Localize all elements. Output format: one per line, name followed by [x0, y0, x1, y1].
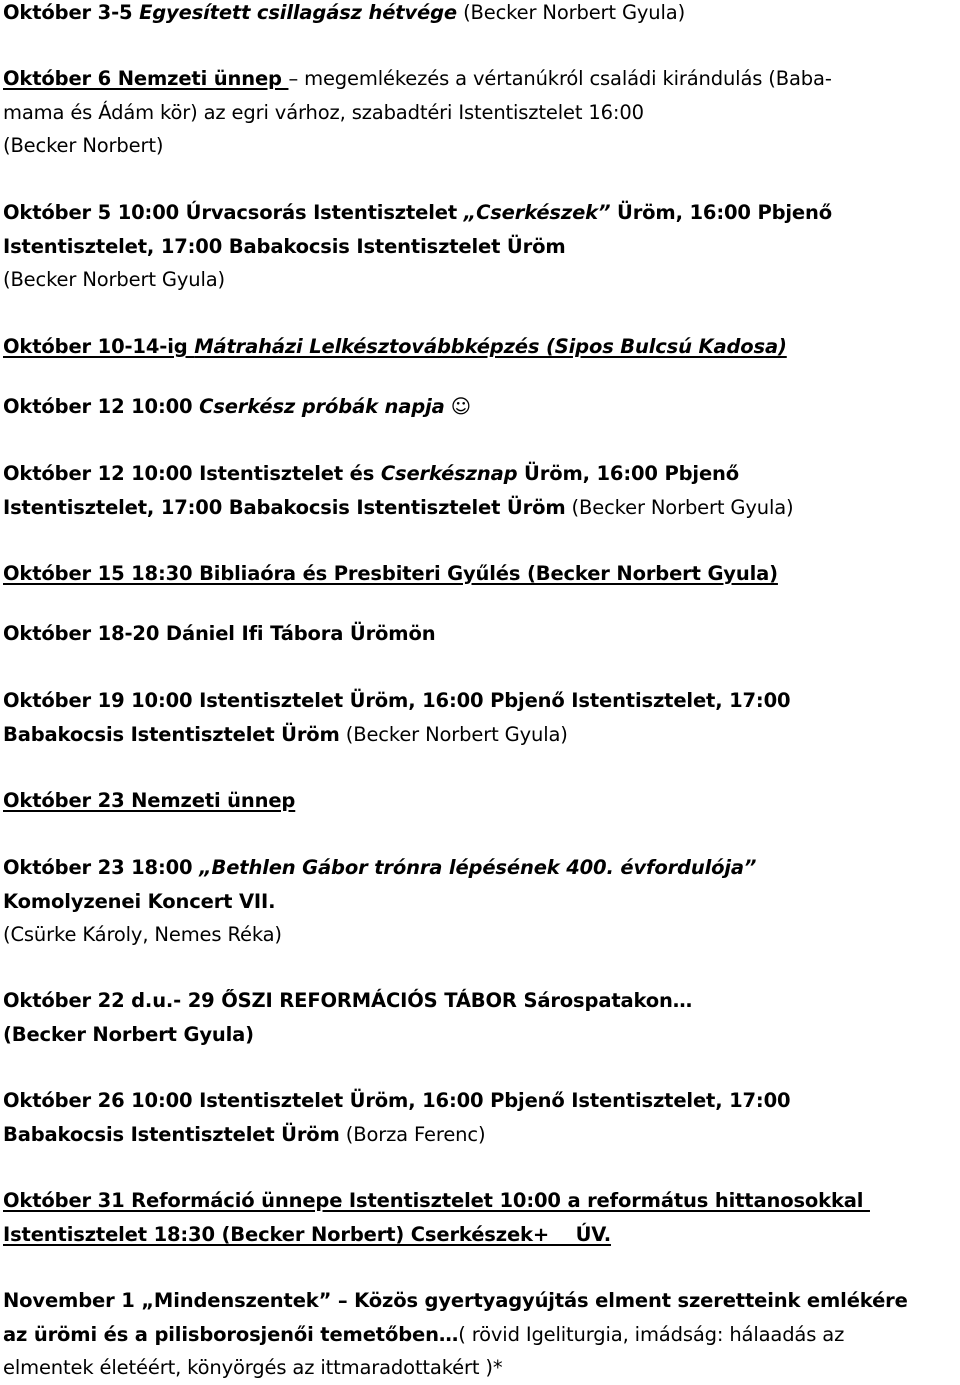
event-entry: [3, 684, 790, 751]
event-entry: [3, 390, 471, 424]
event-entry: [3, 196, 832, 297]
event-date: Október 23 18:00: [3, 856, 200, 879]
event-description: Babakocsis Istentisztelet Üröm: [3, 1122, 340, 1146]
event-description: Üröm, 16:00 Pbjenő: [517, 462, 740, 485]
event-line: [3, 851, 756, 885]
event-line: [3, 1318, 908, 1352]
event-line: [3, 718, 790, 752]
event-description: Istentisztelet, 17:00 Babakocsis Istentisztelet Üröm: [3, 495, 566, 519]
event-title: „Bethlen Gábor trónra lépésének 400. évfordulója”: [199, 856, 757, 879]
event-title: Cserkész próbák napja: [199, 395, 445, 418]
event-line: [3, 390, 471, 424]
event-entry: [3, 457, 794, 524]
event-line: Október 26 10:00 Istentisztelet Üröm, 16:00 Pbjenő Istentisztelet, 17:00: [3, 1089, 791, 1112]
event-description: Babakocsis Istentisztelet Üröm: [3, 722, 340, 746]
event-date: Október 6 Nemzeti ünnep: [3, 67, 289, 90]
event-description: – megemlékezés a vértanúkról családi kirándulás (Baba-: [288, 67, 832, 90]
event-description: Istentisztelet, 17:00 Babakocsis Istentisztelet Üröm: [3, 234, 566, 258]
event-organizer: (Becker Norbert Gyula): [565, 495, 794, 519]
event-entry: [3, 851, 756, 952]
event-line: Október 19 10:00 Istentisztelet Üröm, 16:00 Pbjenő Istentisztelet, 17:00: [3, 689, 791, 712]
event-title: Cserkésznap: [380, 462, 518, 485]
event-description: ( rövid Igeliturgia, imádság: hálaadás az: [458, 1322, 845, 1346]
event-entry: [3, 557, 778, 591]
event-date: Október 3-5: [3, 1, 140, 24]
event-entry: [3, 984, 692, 1051]
event-organizer: (Becker Norbert Gyula): [339, 722, 568, 746]
event-organizer: (Becker Norbert): [3, 134, 164, 157]
event-date: Október 10-14-ig: [3, 335, 195, 358]
event-description: mama és Ádám kör) az egri várhoz, szabadtéri Istentisztelet 16:00: [3, 100, 644, 124]
event-line: [3, 196, 832, 230]
event-date: Október 12 10:00: [3, 395, 200, 418]
event-line: [3, 491, 794, 525]
event-entry: [3, 1184, 870, 1251]
event-entry: [3, 1284, 908, 1385]
event-line: [3, 0, 685, 30]
event-line: Október 22 d.u.- 29 ŐSZI REFORMÁCIÓS TÁBOR Sárospatakon…: [3, 989, 693, 1012]
event-line: Istentisztelet 18:30 (Becker Norbert) Cserkészek+ ÚV.: [3, 1222, 611, 1246]
event-organizer: (Becker Norbert Gyula): [457, 1, 686, 24]
event-description: Üröm, 16:00 Pbjenő: [610, 201, 832, 224]
event-organizer: (Becker Norbert Gyula): [3, 268, 225, 291]
event-organizer: (Borza Ferenc): [339, 1122, 486, 1146]
event-title: Egyesített csillagász hétvége: [139, 1, 458, 24]
event-line: Október 23 Nemzeti ünnep: [3, 789, 296, 812]
event-organizer: (Becker Norbert Gyula): [3, 1022, 254, 1046]
event-entry: [3, 0, 685, 30]
event-description: Komolyzenei Koncert VII.: [3, 889, 276, 913]
event-description: elmentek életéért, könyörgés az ittmaradottakért )*: [3, 1356, 503, 1379]
event-line: [3, 62, 832, 96]
event-line: [3, 457, 794, 491]
event-description: az ürömi és a pilisborosjenői temetőben…: [3, 1322, 459, 1346]
event-title: „Cserkészek”: [463, 201, 611, 224]
event-entry: [3, 1084, 790, 1151]
event-entry: [3, 330, 787, 364]
event-entry: [3, 62, 832, 163]
event-date: Október 5 10:00 Úrvacsorás Istentisztelet: [3, 201, 464, 224]
event-entry: [3, 617, 435, 651]
event-date: Október 12 10:00 Istentisztelet és: [3, 462, 381, 485]
smiley-icon: ☺: [444, 395, 471, 418]
event-entry: [3, 784, 295, 818]
event-line: November 1 „Mindenszentek” – Közös gyertyagyújtás elment szeretteink emlékére: [3, 1289, 908, 1312]
event-title: Mátraházi Lelkésztovábbképzés (Sipos Bulcsú Kadosa): [194, 335, 787, 358]
event-line: Október 18-20 Dániel Ifi Tábora Ürömön: [3, 622, 436, 645]
event-line: [3, 1118, 790, 1152]
event-line: Október 15 18:30 Bibliaóra és Presbiteri Gyűlés (Becker Norbert Gyula): [3, 562, 778, 585]
event-line: Október 31 Reformáció ünnepe Istentisztelet 10:00 a református hittanosokkal: [3, 1189, 870, 1212]
event-organizer: (Csürke Károly, Nemes Réka): [3, 923, 282, 946]
event-line: [3, 330, 787, 364]
